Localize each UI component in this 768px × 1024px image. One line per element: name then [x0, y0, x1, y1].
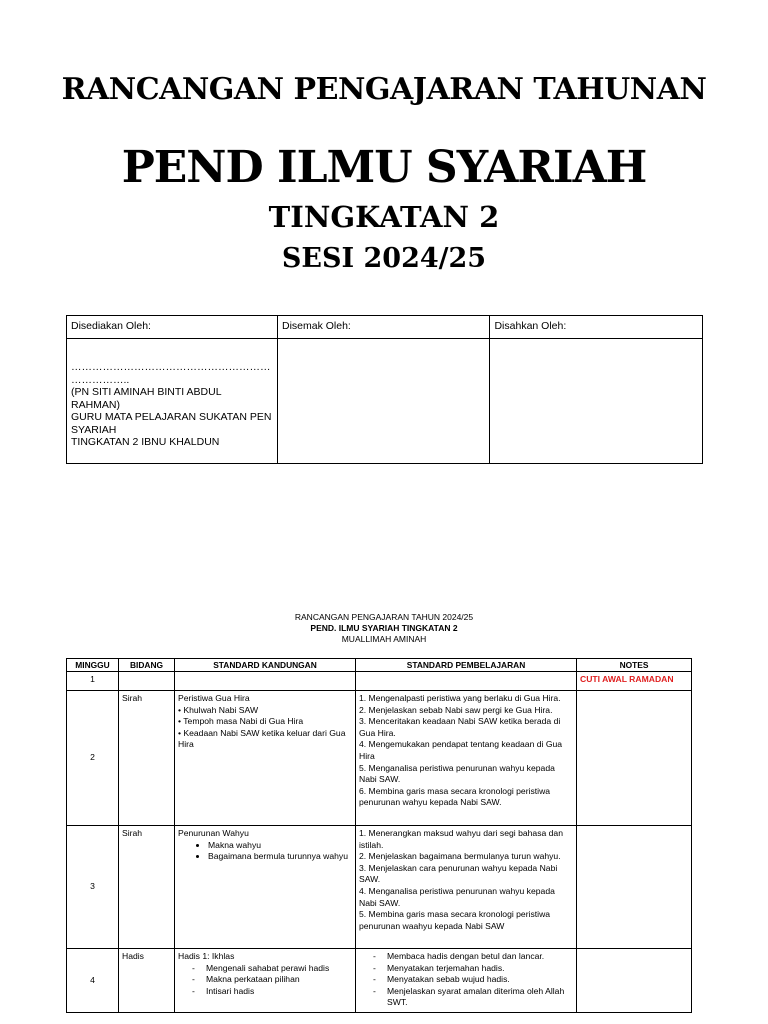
teacher-role-cont: SYARIAH [71, 423, 117, 436]
learning-cell [356, 949, 577, 1013]
session-year: SESI 2024/25 [281, 243, 487, 274]
learning-item: - Membaca hadis dengan betul dan lancar. [387, 951, 573, 963]
reviewed-by-cell [277, 339, 489, 464]
signature-dots: ………………………………………………… [71, 361, 271, 373]
content-cell [175, 691, 356, 826]
col-header-field: BIDANG [119, 659, 175, 672]
prepared-by-label: Disediakan Oleh: [67, 316, 278, 339]
learning-item: 4. Menganalisa peristiwa penurunan wahyu kepada Nabi SAW. [359, 885, 555, 908]
learning-item: - Menyatakan terjemahan hadis. [387, 963, 573, 975]
table-row [67, 949, 692, 1013]
week-number: 1 [67, 672, 119, 691]
teacher-role: GURU MATA PELAJARAN SUKATAN PEN [71, 411, 272, 423]
week-number: 3 [67, 826, 119, 949]
content-item: • Keadaan Nabi SAW ketika keluar dari Gua Hira [178, 727, 346, 750]
document-title: RANCANGAN PENGAJARAN TAHUNAN [61, 72, 707, 107]
week-number: 4 [67, 949, 119, 1013]
learning-cell [356, 672, 577, 691]
learning-item: 5. Menganalisa peristiwa penurunan wahyu kepada Nabi SAW. [359, 762, 555, 785]
notes-cell [577, 672, 692, 691]
subject-title: PEND ILMU SYARIAH [121, 142, 647, 193]
learning-item: 3. Menjelaskan cara penurunan wahyu kepada Nabi SAW. [359, 862, 558, 885]
learning-item: 6. Membina garis masa secara kronologi peristiwa penurunan wahyu kepada Nabi SAW. [359, 785, 551, 808]
content-item: - Mengenali sahabat perawi hadis [206, 963, 352, 975]
content-cell [175, 672, 356, 691]
content-item: - Makna perkataan pilihan [206, 974, 352, 986]
field-cell [119, 672, 175, 691]
learning-cell [356, 691, 577, 826]
content-title: Peristiwa Gua Hira [178, 693, 250, 703]
field-cell: Sirah [119, 826, 175, 949]
table-row [67, 826, 692, 949]
content-item: • Khulwah Nabi SAW [178, 704, 259, 715]
content-cell [175, 826, 356, 949]
prepared-by-cell [67, 339, 278, 464]
signature-dots-cont: …………….. [71, 373, 130, 386]
field-cell: Hadis [119, 949, 175, 1013]
learning-item: 3. Menceritakan keadaan Nabi SAW ketika berada di Gua Hira. [359, 716, 561, 738]
col-header-week: MINGGU [67, 659, 119, 672]
learning-item: - Menjelaskan syarat amalan diterima oleh Allah SWT. [387, 986, 573, 1009]
teacher-class: TINGKATAN 2 IBNU KHALDUN [71, 436, 220, 448]
teacher-name: (PN SITI AMINAH BINTI ABDUL RAHMAN) [71, 386, 222, 411]
field-cell: Sirah [119, 691, 175, 826]
content-cell [175, 949, 356, 1013]
content-item: • Tempoh masa Nabi di Gua Hira [178, 716, 304, 727]
content-item: - Intisari hadis [206, 986, 352, 998]
lesson-plan-table [66, 658, 692, 1013]
notes-cell [577, 691, 692, 826]
table-row [67, 691, 692, 826]
notes-cell [577, 949, 692, 1013]
learning-item: 5. Membina garis masa secara kronologi peristiwa penurunan waahyu kepada Nabi SAW [359, 909, 551, 931]
learning-item: 2. Menjelaskan sebab Nabi saw pergi ke Gua Hira. [359, 704, 553, 715]
table-row [67, 672, 692, 691]
learning-item: 2. Menjelaskan bagaimana bermulanya turun wahyu. [359, 851, 561, 862]
reviewed-by-label: Disemak Oleh: [277, 316, 489, 339]
notes-cell [577, 826, 692, 949]
learning-item: 4. Mengemukakan pendapat tentang keadaan di Gua Hira [359, 739, 563, 761]
approved-by-cell [490, 339, 703, 464]
content-item: • Bagaimana bermula turunnya wahyu [208, 851, 352, 863]
learning-item: 1. Mengenalpasti peristiwa yang berlaku di Gua Hira. [359, 693, 561, 703]
holiday-note: CUTI AWAL RAMADAN [580, 674, 674, 684]
col-header-content-standard: STANDARD KANDUNGAN [175, 659, 356, 672]
content-item: • Makna wahyu [208, 840, 352, 852]
signoff-table [66, 315, 703, 464]
learning-item: - Menyatakan sebab wujud hadis. [387, 974, 573, 986]
week-number: 2 [67, 691, 119, 826]
col-header-notes: NOTES [577, 659, 692, 672]
plan-heading: RANCANGAN PENGAJARAN TAHUN 2024/25 [294, 612, 474, 622]
learning-item: 1. Menerangkan maksud wahyu dari segi bahasa dan istilah. [359, 828, 563, 850]
col-header-learning-standard: STANDARD PEMBELAJARAN [356, 659, 577, 672]
approved-by-label: Disahkan Oleh: [490, 316, 703, 339]
content-title: Penurunan Wahyu [178, 828, 249, 838]
plan-teacher: MUALLIMAH AMINAH [341, 634, 427, 644]
form-level: TINGKATAN 2 [268, 200, 500, 234]
learning-cell [356, 826, 577, 949]
plan-subject: PEND. ILMU SYARIAH TINGKATAN 2 [310, 623, 458, 633]
content-title: Hadis 1: Ikhlas [178, 951, 235, 961]
